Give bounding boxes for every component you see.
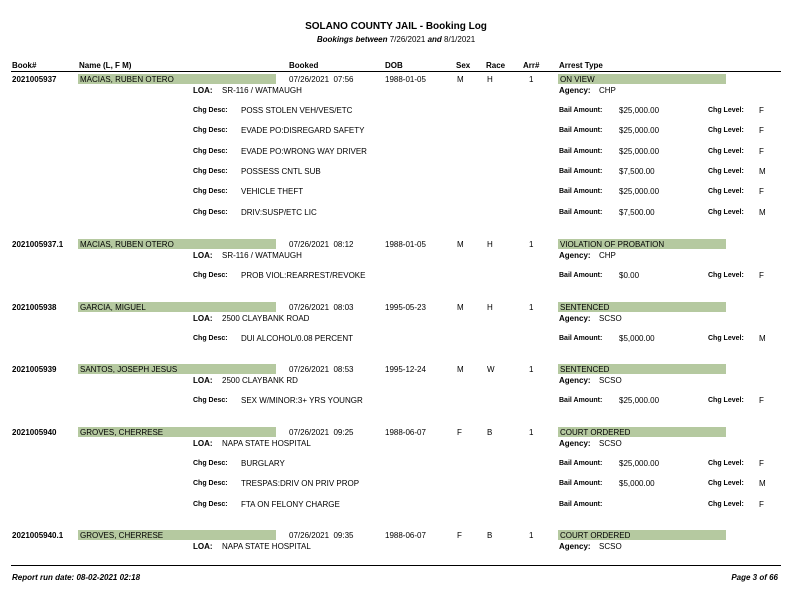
chg-desc-label: Chg Desc: xyxy=(193,107,228,114)
agency-label: Agency: xyxy=(559,86,591,95)
agency-value: CHP xyxy=(599,86,616,95)
bail-amount-label: Bail Amount: xyxy=(559,460,603,467)
race: W xyxy=(487,365,495,374)
book-number: 2021005937 xyxy=(12,75,57,84)
charge-level: F xyxy=(759,106,764,115)
header-rule xyxy=(11,71,781,72)
inmate-name: MACIAS, RUBEN OTERO xyxy=(80,240,174,249)
report-run-date: Report run date: 08-02-2021 02:18 xyxy=(12,573,141,582)
book-number: 2021005937.1 xyxy=(12,240,64,249)
loa-label: LOA: xyxy=(193,376,213,385)
sex: M xyxy=(457,240,464,249)
loa-label: LOA: xyxy=(193,86,213,95)
loa-value: NAPA STATE HOSPITAL xyxy=(222,542,311,551)
arrest-type: SENTENCED xyxy=(560,303,610,312)
inmate-name: GROVES, CHERRESE xyxy=(80,428,164,437)
race: B xyxy=(487,531,493,540)
charge-description: SEX W/MINOR:3+ YRS YOUNGR xyxy=(241,396,363,405)
loa-value: NAPA STATE HOSPITAL xyxy=(222,439,311,448)
arrest-type: VIOLATION OF PROBATION xyxy=(560,240,665,249)
book-number: 2021005940 xyxy=(12,428,57,437)
bail-amount: $5,000.00 xyxy=(619,479,655,489)
inmate-name: GARCIA, MIGUEL xyxy=(80,303,146,312)
charge-description: TRESPAS:DRIV ON PRIV PROP xyxy=(241,479,360,489)
agency-label: Agency: xyxy=(559,314,591,323)
chg-level-label: Chg Level: xyxy=(708,147,744,155)
date-of-birth: 1988-01-05 xyxy=(385,75,426,84)
chg-level-label: Chg Level: xyxy=(708,480,744,488)
charge-description: PROB VIOL:REARREST/REVOKE xyxy=(241,271,366,280)
date-of-birth: 1995-12-24 xyxy=(385,365,426,374)
chg-level-label: Chg Level: xyxy=(708,500,744,508)
chg-level-label: Chg Level: xyxy=(708,208,744,216)
book-number: 2021005940.1 xyxy=(12,531,64,540)
bail-amount-label: Bail Amount: xyxy=(559,397,603,404)
sex: M xyxy=(457,303,464,312)
chg-desc-label: Chg Desc: xyxy=(193,188,228,196)
chg-desc-label: Chg Desc: xyxy=(193,480,228,488)
arrest-number: 1 xyxy=(529,531,534,540)
charge-level: F xyxy=(759,271,764,280)
race: H xyxy=(487,240,493,249)
chg-level-label: Chg Level: xyxy=(708,188,744,196)
bail-amount-label: Bail Amount: xyxy=(559,272,603,279)
bail-amount-label: Bail Amount: xyxy=(559,208,603,216)
sex: F xyxy=(457,531,462,540)
col-name: Name (L, F M) xyxy=(79,61,132,70)
booked-datetime: 07/26/2021 08:53 xyxy=(289,365,354,374)
charge-level: M xyxy=(759,479,766,489)
bail-amount-label: Bail Amount: xyxy=(559,107,603,114)
col-arrest-type: Arrest Type xyxy=(559,61,603,70)
report-subtitle xyxy=(0,35,792,44)
agency-value: SCSO xyxy=(599,542,622,551)
chg-desc-label: Chg Desc: xyxy=(193,167,228,175)
chg-desc-label: Chg Desc: xyxy=(193,500,228,508)
bail-amount: $25,000.00 xyxy=(619,396,660,405)
charge-level: F xyxy=(759,396,764,405)
footer-rule xyxy=(11,565,781,566)
arrest-type: COURT ORDERED xyxy=(560,428,631,437)
loa-value: 2500 CLAYBANK RD xyxy=(222,376,298,385)
charge-description: FTA ON FELONY CHARGE xyxy=(241,499,340,509)
arrest-number: 1 xyxy=(529,303,534,312)
col-book: Book# xyxy=(12,61,37,70)
booked-datetime: 07/26/2021 07:56 xyxy=(289,75,354,84)
agency-label: Agency: xyxy=(559,439,591,448)
loa-value: SR-116 / WATMAUGH xyxy=(222,86,302,95)
chg-desc-label: Chg Desc: xyxy=(193,335,228,342)
charge-level: M xyxy=(759,166,766,176)
book-number: 2021005938 xyxy=(12,303,57,312)
loa-value: 2500 CLAYBANK ROAD xyxy=(222,314,310,323)
bail-amount-label: Bail Amount: xyxy=(559,127,603,135)
agency-label: Agency: xyxy=(559,376,591,385)
bail-amount-label: Bail Amount: xyxy=(559,335,603,342)
race: H xyxy=(487,303,493,312)
agency-value: SCSO xyxy=(599,439,622,448)
col-arr: Arr# xyxy=(523,61,540,70)
loa-value: SR-116 / WATMAUGH xyxy=(222,251,302,260)
inmate-name: GROVES, CHERRESE xyxy=(80,531,164,540)
sex: M xyxy=(457,365,464,374)
race: H xyxy=(487,75,493,84)
bail-amount: $0.00 xyxy=(619,271,640,280)
col-booked: Booked xyxy=(289,61,319,70)
charge-level: F xyxy=(759,126,764,136)
chg-desc-label: Chg Desc: xyxy=(193,147,228,155)
bail-amount: $5,000.00 xyxy=(619,334,655,343)
charge-level: F xyxy=(759,146,764,156)
loa-label: LOA: xyxy=(193,251,213,260)
charge-description: DUI ALCOHOL/0.08 PERCENT xyxy=(241,334,354,343)
agency-label: Agency: xyxy=(559,251,591,260)
agency-value: SCSO xyxy=(599,376,622,385)
booked-datetime: 07/26/2021 09:35 xyxy=(289,531,354,540)
col-sex: Sex xyxy=(456,61,471,70)
date-of-birth: 1995-05-23 xyxy=(385,303,426,312)
chg-level-label: Chg Level: xyxy=(708,397,744,404)
bail-amount: $25,000.00 xyxy=(619,106,660,115)
agency-value: CHP xyxy=(599,251,616,260)
start-date: 7/26/2021 xyxy=(389,35,426,44)
charge-description: EVADE PO:DISREGARD SAFETY xyxy=(241,126,365,136)
bail-amount: $25,000.00 xyxy=(619,187,660,197)
charge-description: BURGLARY xyxy=(241,459,285,468)
bail-amount: $25,000.00 xyxy=(619,126,660,136)
bail-amount-label: Bail Amount: xyxy=(559,480,603,488)
agency-label: Agency: xyxy=(559,542,591,551)
arrest-type: SENTENCED xyxy=(560,365,610,374)
charge-description: EVADE PO:WRONG WAY DRIVER xyxy=(241,146,367,156)
chg-desc-label: Chg Desc: xyxy=(193,460,228,467)
arrest-number: 1 xyxy=(529,365,534,374)
bail-amount-label: Bail Amount: xyxy=(559,188,603,196)
agency-value: SCSO xyxy=(599,314,622,323)
arrest-number: 1 xyxy=(529,428,534,437)
loa-label: LOA: xyxy=(193,542,213,551)
date-of-birth: 1988-01-05 xyxy=(385,240,426,249)
sex: F xyxy=(457,428,462,437)
date-of-birth: 1988-06-07 xyxy=(385,428,426,437)
subtitle-and: and xyxy=(427,35,442,44)
charge-description: POSSESS CNTL SUB xyxy=(241,166,321,176)
inmate-name: MACIAS, RUBEN OTERO xyxy=(80,75,174,84)
bail-amount: $7,500.00 xyxy=(619,207,655,217)
bail-amount: $25,000.00 xyxy=(619,146,660,156)
bail-amount: $7,500.00 xyxy=(619,166,655,176)
col-race: Race xyxy=(486,61,506,70)
date-of-birth: 1988-06-07 xyxy=(385,531,426,540)
chg-level-label: Chg Level: xyxy=(708,107,744,114)
chg-level-label: Chg Level: xyxy=(708,127,744,135)
race: B xyxy=(487,428,493,437)
arrest-number: 1 xyxy=(529,75,534,84)
booked-datetime: 07/26/2021 08:12 xyxy=(289,240,354,249)
bail-amount-label: Bail Amount: xyxy=(559,147,603,155)
booked-datetime: 07/26/2021 09:25 xyxy=(289,428,354,437)
bail-amount: $25,000.00 xyxy=(619,459,660,468)
chg-level-label: Chg Level: xyxy=(708,272,744,279)
inmate-name: SANTOS, JOSEPH JESUS xyxy=(80,365,178,374)
end-date: 8/1/2021 xyxy=(444,35,476,44)
chg-level-label: Chg Level: xyxy=(708,167,744,175)
booked-datetime: 07/26/2021 08:03 xyxy=(289,303,354,312)
chg-desc-label: Chg Desc: xyxy=(193,127,228,135)
chg-desc-label: Chg Desc: xyxy=(193,208,228,216)
report-title: SOLANO COUNTY JAIL - Booking Log xyxy=(305,21,487,32)
arrest-number: 1 xyxy=(529,240,534,249)
charge-description: VEHICLE THEFT xyxy=(241,187,304,197)
charge-level: F xyxy=(759,459,764,468)
charge-level: M xyxy=(759,207,766,217)
chg-desc-label: Chg Desc: xyxy=(193,397,228,404)
subtitle-prefix: Bookings between xyxy=(316,35,388,44)
page-number: Page 3 of 66 xyxy=(731,573,778,582)
charge-level: M xyxy=(759,334,766,343)
sex: M xyxy=(457,75,464,84)
arrest-type: ON VIEW xyxy=(560,75,595,84)
loa-label: LOA: xyxy=(193,439,213,448)
charge-description: DRIV:SUSP/ETC LIC xyxy=(241,207,317,217)
bail-amount-label: Bail Amount: xyxy=(559,167,603,175)
book-number: 2021005939 xyxy=(12,365,57,374)
bail-amount-label: Bail Amount: xyxy=(559,500,603,508)
charge-level: F xyxy=(759,187,764,197)
chg-level-label: Chg Level: xyxy=(708,460,744,467)
charge-level: F xyxy=(759,499,764,509)
arrest-type: COURT ORDERED xyxy=(560,531,631,540)
chg-level-label: Chg Level: xyxy=(708,335,744,342)
chg-desc-label: Chg Desc: xyxy=(193,272,228,279)
col-dob: DOB xyxy=(385,61,403,70)
charge-description: POSS STOLEN VEH/VES/ETC xyxy=(241,106,353,115)
loa-label: LOA: xyxy=(193,314,213,323)
